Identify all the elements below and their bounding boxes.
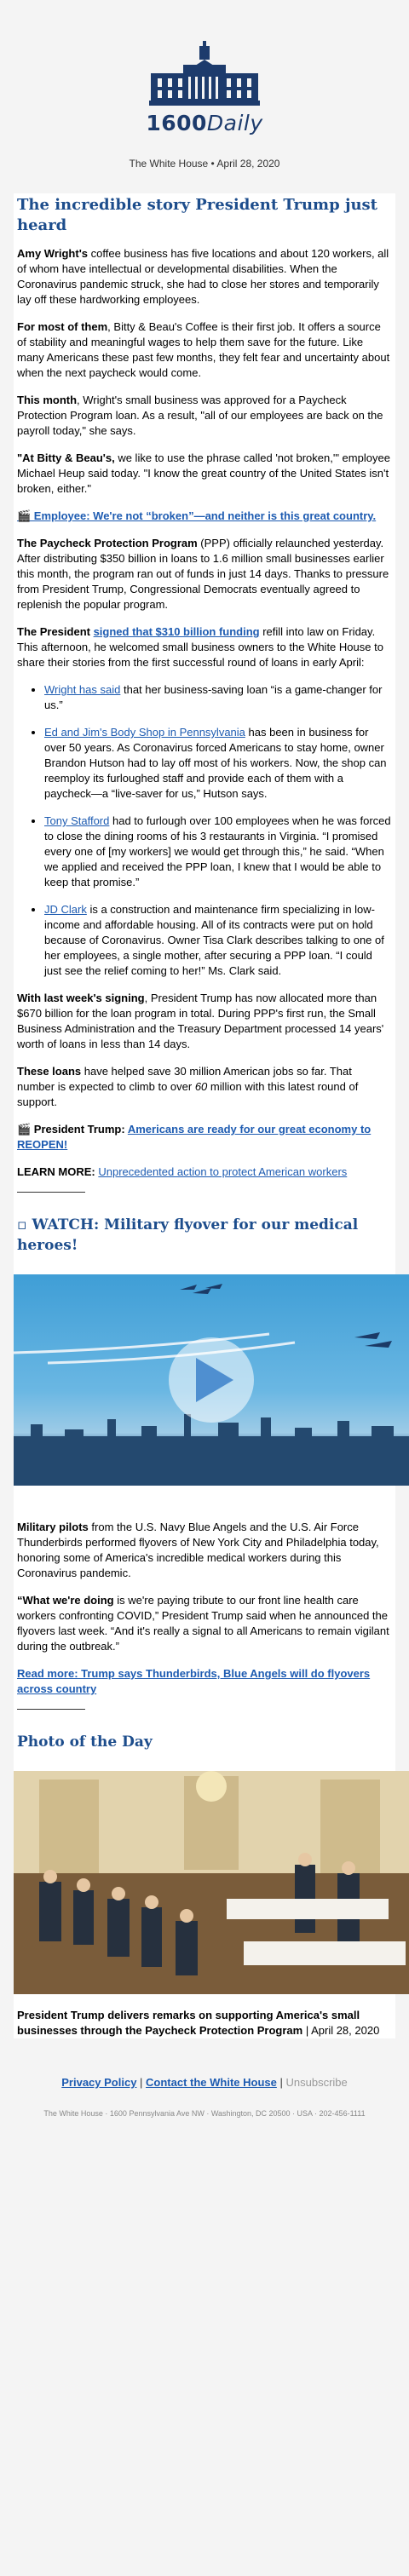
body-text: from the U.S. Navy Blue Angels and the U.S. Air Force Thunderbirds performed flyovers of New York City and Philadelphia today, honoring some of America's incredible medical workers during this Coronavirus pandemic.	[17, 1521, 379, 1579]
video-link-paragraph	[17, 509, 392, 524]
footer-separator: |	[276, 2076, 286, 2089]
lead-text: These loans	[17, 1065, 82, 1078]
employee-video-link[interactable]: 🎬 Employee: We're not “broken”—and neither is this great country.	[17, 509, 377, 522]
list-item-text: has been in business for over 50 years. As Coronavirus forced Americans to stay home, owner Brandon Hutson had to lay off most of his workers. Now, the shop can reemploy its furloughed staff and provide each of them with a paycheck—a “live-saver for us,” Hutson says.	[44, 726, 387, 800]
unsubscribe-link[interactable]: Unsubscribe	[285, 2076, 348, 2089]
brand-light: Daily	[206, 111, 263, 135]
photo-of-the-day	[14, 1771, 409, 1994]
ppp-paragraph	[17, 536, 392, 612]
lead-text: 🎬 President Trump:	[17, 1123, 128, 1136]
read-more-link[interactable]: Read more: Trump says Thunderbirds, Blue Angels will do flyovers across country	[17, 1667, 371, 1695]
privacy-policy-link[interactable]: Privacy Policy	[61, 2076, 137, 2089]
business-list	[17, 682, 392, 979]
photo-title: Photo of the Day	[17, 1734, 153, 1751]
body-text: , Wright's small business was approved for a Paycheck Protection Program loan. As a result, "all of our employees are back on the payroll today," she says.	[17, 394, 383, 437]
brand-bold: 1600	[146, 111, 207, 135]
story-paragraph	[17, 451, 392, 497]
list-item	[44, 682, 392, 713]
event-photo	[14, 1771, 409, 1994]
ppp-paragraph	[17, 1064, 392, 1110]
story-paragraph	[17, 319, 392, 381]
list-item	[44, 725, 392, 802]
watch-paragraph	[17, 1593, 392, 1654]
footer-separator: |	[136, 2076, 147, 2089]
lead-text: “What we're doing	[17, 1594, 114, 1607]
list-item-link[interactable]: JD Clark	[44, 903, 87, 916]
list-item-link[interactable]: Ed and Jim's Body Shop in Pennsylvania	[44, 726, 245, 739]
contact-link[interactable]: Contact the White House	[146, 2076, 277, 2089]
ppp-paragraph	[17, 624, 392, 670]
body-text: is we're paying tribute to our front line health care workers confronting COVID,” President Trump said when he announced the flyovers last week. “And it's really a signal to all Americans to remain vigilant during the outbreak.”	[17, 1594, 389, 1653]
body-text: (PPP) officially relaunched yesterday. After distributing $350 billion in loans to 1.6 million small businesses earlier this month, the program ran out of funds in just 14 days. Thanks to pressure from President Trump, Congressional Democrats eventually agreed to replenish the popular program.	[17, 537, 389, 611]
funding-link[interactable]: signed that $310 billion funding	[93, 625, 260, 638]
list-item	[44, 814, 392, 890]
list-item-link[interactable]: Wright has said	[44, 683, 121, 696]
read-more-paragraph	[17, 1666, 392, 1697]
reopen-link[interactable]: Americans are ready for our great economy to REOPEN!	[17, 1123, 372, 1151]
video-thumbnail	[14, 1274, 409, 1486]
story-title: The incredible story President Trump just heard	[17, 196, 377, 234]
body-text: have helped save 30 million American jobs so far. That number is expected to climb to over	[17, 1065, 352, 1093]
caption-bold: President Trump delivers remarks on supporting America's small businesses through the Paycheck Protection Program	[17, 2009, 360, 2037]
list-item	[44, 902, 392, 979]
story-paragraph	[17, 246, 392, 308]
lead-text: "At Bitty & Beau's,	[17, 451, 115, 464]
learn-more-link[interactable]: Unprecedented action to protect American workers	[98, 1165, 348, 1178]
footer	[0, 2076, 409, 2089]
section-divider	[17, 1192, 85, 1193]
body-text: coffee business has five locations and about 120 workers, all of whom have intellectual or developmental disabilities. When the Coronavirus pandemic struck, she had to close her stores and temporarily lay off these hardworking employees.	[17, 247, 389, 306]
lead-text: This month	[17, 394, 78, 406]
section-divider	[17, 1709, 85, 1710]
ppp-paragraph	[17, 991, 392, 1052]
lead-text: With last week's signing	[17, 992, 145, 1004]
flyover-video[interactable]	[14, 1274, 409, 1486]
body-text: , President Trump has now allocated more than $670 billion for the loan program in total. During PPP's first run, the Small Business Administration and the Treasury Department processed 14 years' worth of loans in less than 14 days.	[17, 992, 384, 1050]
body-text: , Bitty & Beau's Coffee is their first job. It offers a source of stability and meaningful wages to help them save for the future. Like many Americans these past few months, they felt fear and uncertainty about when the next paycheck would come.	[17, 320, 390, 379]
header	[0, 0, 409, 170]
footer-address: The White House · 1600 Pennsylvania Ave NW · Washington, DC 20500 · USA · 202-456-1111	[43, 2109, 366, 2118]
caption-date: | April 28, 2020	[302, 2024, 380, 2037]
photo-caption	[17, 2008, 392, 2038]
body-text: million with this latest round of support.	[17, 1080, 359, 1108]
list-item-text: that her business-saving loan “is a game-changer for us.”	[44, 683, 383, 711]
body-text: refill into law on Friday. This afternoon, he welcomed small business owners to the White House to share their stories from the first successful round of loans in early April:	[17, 625, 383, 669]
brand-title	[0, 111, 409, 135]
list-item-text: had to furlough over 100 employees when he was forced to close the dining rooms of his 3 restaurants in Virginia. “I promised every one of [my workers] we would get through this,” he said. “When we applied and received the PPP loan, I knew that I would be able to keep that promise.”	[44, 814, 391, 888]
lead-text: The President	[17, 625, 94, 638]
lead-text: Amy Wright's	[17, 247, 89, 260]
emphasis-text: 60	[194, 1080, 208, 1093]
body-text: we like to use the phrase called 'not broken,'" employee Michael Heup said today. "I know the great country of the United States isn't broken, either."	[17, 451, 390, 495]
quote-paragraph	[17, 1122, 392, 1153]
dateline: The White House • April 28, 2020	[129, 158, 280, 170]
story-paragraph	[17, 393, 392, 439]
lead-text: Military pilots	[17, 1521, 89, 1533]
list-item-text: is a construction and maintenance firm specializing in low-income and affordable housing. All of its contracts were put on hold because of Coronavirus. Owner Tisa Clark describes talking to one of her employees, a single mother, after securing a PPP loan. “I could just see the relief coming to her!” Ms. Clark said.	[44, 903, 384, 977]
white-house-logo	[149, 39, 260, 107]
watch-title: ▫ WATCH: Military flyover for our medical heroes!	[17, 1216, 359, 1254]
content-card	[14, 193, 395, 2038]
lead-text: For most of them	[17, 320, 108, 333]
list-item-link[interactable]: Tony Stafford	[44, 814, 110, 827]
lead-text: The Paycheck Protection Program	[17, 537, 198, 549]
learn-more-paragraph	[17, 1164, 392, 1180]
lead-text: LEARN MORE:	[17, 1165, 99, 1178]
watch-paragraph	[17, 1520, 392, 1581]
